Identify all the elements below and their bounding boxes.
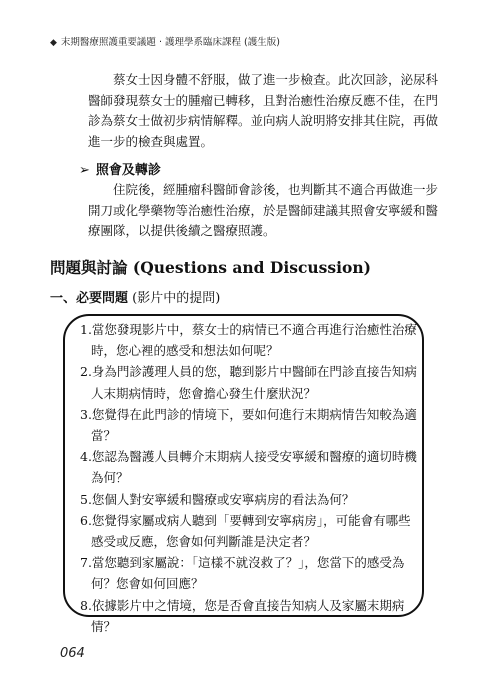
question-item: 3.您覺得在此門診的情境下，要如何進行末期病情告知較為適當？ [80,406,417,444]
consult-paragraph: 住院後，經腫瘤科醫師會診後，也判斷其不適合再做進一步開刀或化學藥物等治癒性治療，於是醫師建議其照會安寧緩和醫療團隊，以提供後續之醫療照護。 [88,182,439,238]
intro-paragraph: 蔡女士因身體不舒服，做了進一步檢查。此次回診，泌尿科醫師發現蔡女士的腫瘤已轉移，且對治癒性治療反應不佳，在門診為蔡女士做初步病情解釋。並向病人說明將安排其住院，再做進一步的檢查與處置。 [88,72,439,149]
question-item: 5.您個人對安寧緩和醫療或安寧病房的看法為何？ [80,491,355,507]
running-header [50,34,450,48]
subsection-note: (影片中的提問) [132,291,221,306]
page-number: 064 [60,646,85,661]
subsection-heading [50,287,220,306]
consult-heading [79,159,161,178]
header-text: 末期醫療照護重要議題 ‧ 護理學系臨床課程 (護生版) [60,37,280,48]
arrow-bullet-icon: ➢ [79,163,90,178]
consult-title: 照會及轉診 [95,163,161,178]
subsection-label: 一、必要問題 [50,291,129,306]
section-title: 問題與討論 (Questions and Discussion) [50,258,371,277]
question-item: 8.依據影片中之情境，您是否會直接告知病人及家屬末期病情？ [80,597,405,634]
question-item: 1.當您發現影片中，蔡女士的病情已不適合再進行治癒性治療時，您心裡的感受和想法如何呢？ [80,322,417,359]
question-item: 4.您認為醫護人員轉介末期病人接受安寧緩和醫療的適切時機為何？ [80,449,417,486]
question-item: 2.身為門診護理人員的您，聽到影片中醫師在門診直接告知病人末期病情時，您會擔心發生什麼狀況？ [80,364,417,401]
question-item: 7.當您聽到家屬說：「這樣不就沒救了？」，您當下的感受為何？您會如何回應？ [80,555,405,592]
question-item: 6.您覺得家屬或病人聽到「要轉到安寧病房」，可能會有哪些感受或反應，您會如何判斷誰是決定者？ [80,512,411,550]
questions-list [80,319,420,637]
diamond-bullet-icon: ◆ [50,38,57,48]
